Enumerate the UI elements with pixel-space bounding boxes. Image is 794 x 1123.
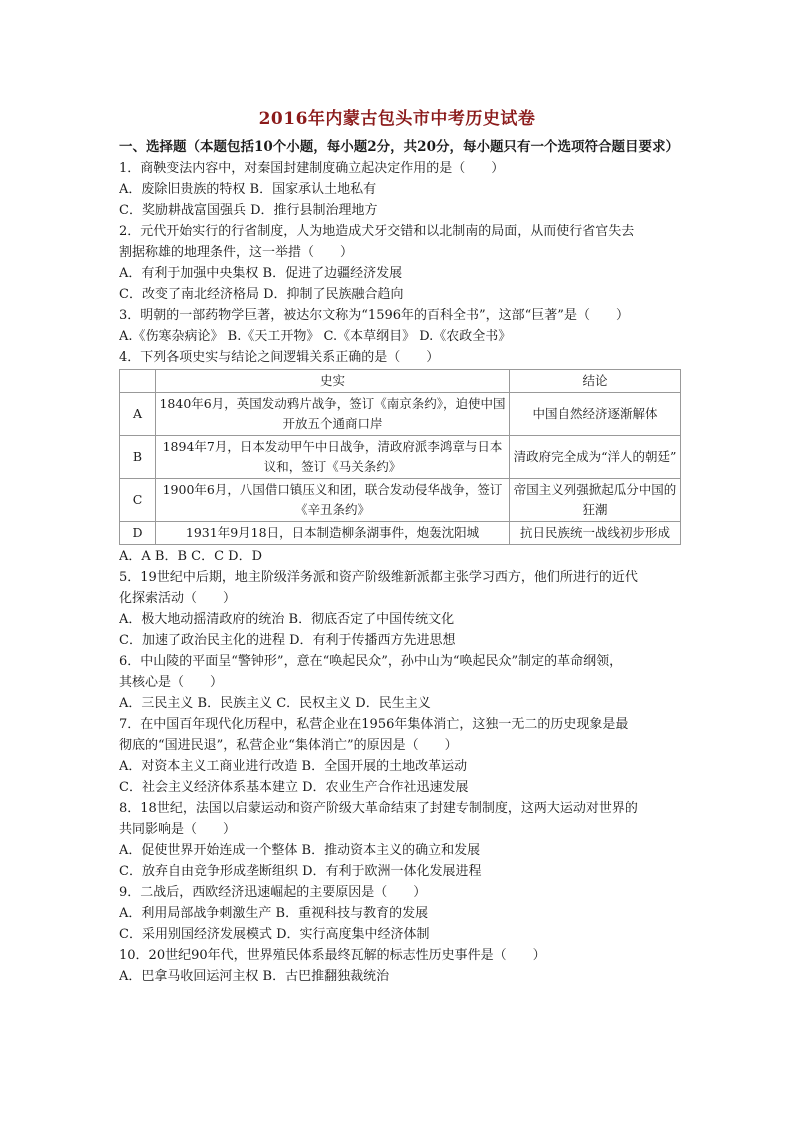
question-2-stem-line2: 割据称雄的地理条件，这一举措（ ） <box>119 245 354 260</box>
row-fact: 1840年6月，英国发动鸦片战争，签订《南京条约》，迫使中国开放五个通商口岸 <box>156 393 510 436</box>
question-8-options-ab: A．促使世界开始连成一个整体 B．推动资本主义的确立和发展 <box>119 843 481 858</box>
row-conclusion: 中国自然经济逐渐解体 <box>510 393 681 436</box>
row-conclusion: 清政府完全成为“洋人的朝廷” <box>510 436 681 479</box>
row-fact: 1894年7月，日本发动甲午中日战争，清政府派李鸿章与日本议和，签订《马关条约》 <box>156 436 510 479</box>
question-9-options-cd: C．采用别国经济发展模式 D．实行高度集中经济体制 <box>119 927 430 942</box>
question-3-options: A.《伤寒杂病论》 B.《天工开物》 C.《本草纲目》 D.《农政全书》 <box>119 329 512 344</box>
question-10-stem: 10．20世纪90年代，世界殖民体系最终瓦解的标志性历史事件是（ ） <box>119 948 546 963</box>
question-2-options-cd: C．改变了南北经济格局 D．抑制了民族融合趋向 <box>119 287 404 302</box>
question-6-options: A．三民主义 B．民族主义 C．民权主义 D．民生主义 <box>119 696 431 711</box>
question-8-options-cd: C．放弃自由竞争形成垄断组织 D．有利于欧洲一体化发展进程 <box>119 864 482 879</box>
question-6-stem-line2: 其核心是（ ） <box>119 675 224 690</box>
question-8-stem-line2: 共同影响是（ ） <box>119 822 237 837</box>
question-1-stem: 1．商鞅变法内容中，对秦国封建制度确立起决定作用的是（ ） <box>119 161 505 176</box>
question-7-options-ab: A．对资本主义工商业进行改造 B．全国开展的土地改革运动 <box>119 759 468 774</box>
row-fact: 1931年9月18日，日本制造柳条湖事件，炮轰沈阳城 <box>156 522 510 545</box>
table-header-row <box>120 370 681 393</box>
question-2-stem-line1: 2．元代开始实行的行省制度，人为地造成犬牙交错和以北制南的局面，从而使行省官失去 <box>119 224 635 239</box>
table-row <box>120 479 681 522</box>
exam-content <box>119 137 681 987</box>
question-1-options-ab: A．废除旧贵族的特权 B．国家承认土地私有 <box>119 182 377 197</box>
question-3-stem: 3．明朝的一部药物学巨著，被达尔文称为“1596年的百科全书”，这部“巨著”是（ ） <box>119 308 629 323</box>
question-7-options-cd: C．社会主义经济体系基本建立 D．农业生产合作社迅速发展 <box>119 780 469 795</box>
table-row <box>120 393 681 436</box>
row-conclusion: 抗日民族统一战线初步形成 <box>510 522 681 545</box>
row-label: A <box>120 393 156 436</box>
question-9-stem: 9．二战后，西欧经济迅速崛起的主要原因是（ ） <box>119 885 427 900</box>
table-header-blank <box>120 370 156 393</box>
question-4-table <box>119 369 681 545</box>
table-header-conclusion: 结论 <box>510 370 681 393</box>
row-label: D <box>120 522 156 545</box>
row-label: B <box>120 436 156 479</box>
question-8-stem-line1: 8．18世纪，法国以启蒙运动和资产阶级大革命结束了封建专制制度，这两大运动对世界的 <box>119 801 638 816</box>
question-7-stem-line2: 彻底的“国进民退”，私营企业“集体消亡”的原因是（ ） <box>119 738 458 753</box>
question-6-stem-line1: 6．中山陵的平面呈“警钟形”，意在“唤起民众”，孙中山为“唤起民众”制定的革命纲领， <box>119 654 623 669</box>
question-5-stem-line1: 5．19世纪中后期，地主阶级洋务派和资产阶级维新派都主张学习西方，他们所进行的近代 <box>119 570 638 585</box>
question-9-options-ab: A．利用局部战争刺激生产 B．重视科技与教育的发展 <box>119 906 429 921</box>
question-5-stem-line2: 化探索活动（ ） <box>119 591 237 606</box>
row-label: C <box>120 479 156 522</box>
question-5-options-ab: A．极大地动摇清政府的统治 B．彻底否定了中国传统文化 <box>119 612 455 627</box>
row-fact: 1900年6月，八国借口镇压义和团，联合发动侵华战争，签订《辛丑条约》 <box>156 479 510 522</box>
question-10-options-ab: A．巴拿马收回运河主权 B．古巴推翻独裁统治 <box>119 969 390 984</box>
row-conclusion: 帝国主义列强掀起瓜分中国的狂潮 <box>510 479 681 522</box>
table-header-fact: 史实 <box>156 370 510 393</box>
question-1-options-cd: C．奖励耕战富国强兵 D．推行县制治理地方 <box>119 203 378 218</box>
question-4-options: A．A B．B C．C D．D <box>119 549 263 564</box>
table-row <box>120 436 681 479</box>
question-7-stem-line1: 7．在中国百年现代化历程中，私营企业在1956年集体消亡，这独一无二的历史现象是最 <box>119 717 629 732</box>
section-heading: 一、选择题（本题包括10个小题，每小题2分，共20分，每小题只有一个选项符合题目要求） <box>119 139 679 155</box>
question-4-stem: 4．下列各项史实与结论之间逻辑关系正确的是（ ） <box>119 350 440 365</box>
question-2-options-ab: A．有利于加强中央集权 B．促进了边疆经济发展 <box>119 266 403 281</box>
question-5-options-cd: C．加速了政治民主化的进程 D．有利于传播西方先进思想 <box>119 633 456 648</box>
exam-title: 2016年内蒙古包头市中考历史试卷 <box>258 109 536 129</box>
table-row <box>120 522 681 545</box>
